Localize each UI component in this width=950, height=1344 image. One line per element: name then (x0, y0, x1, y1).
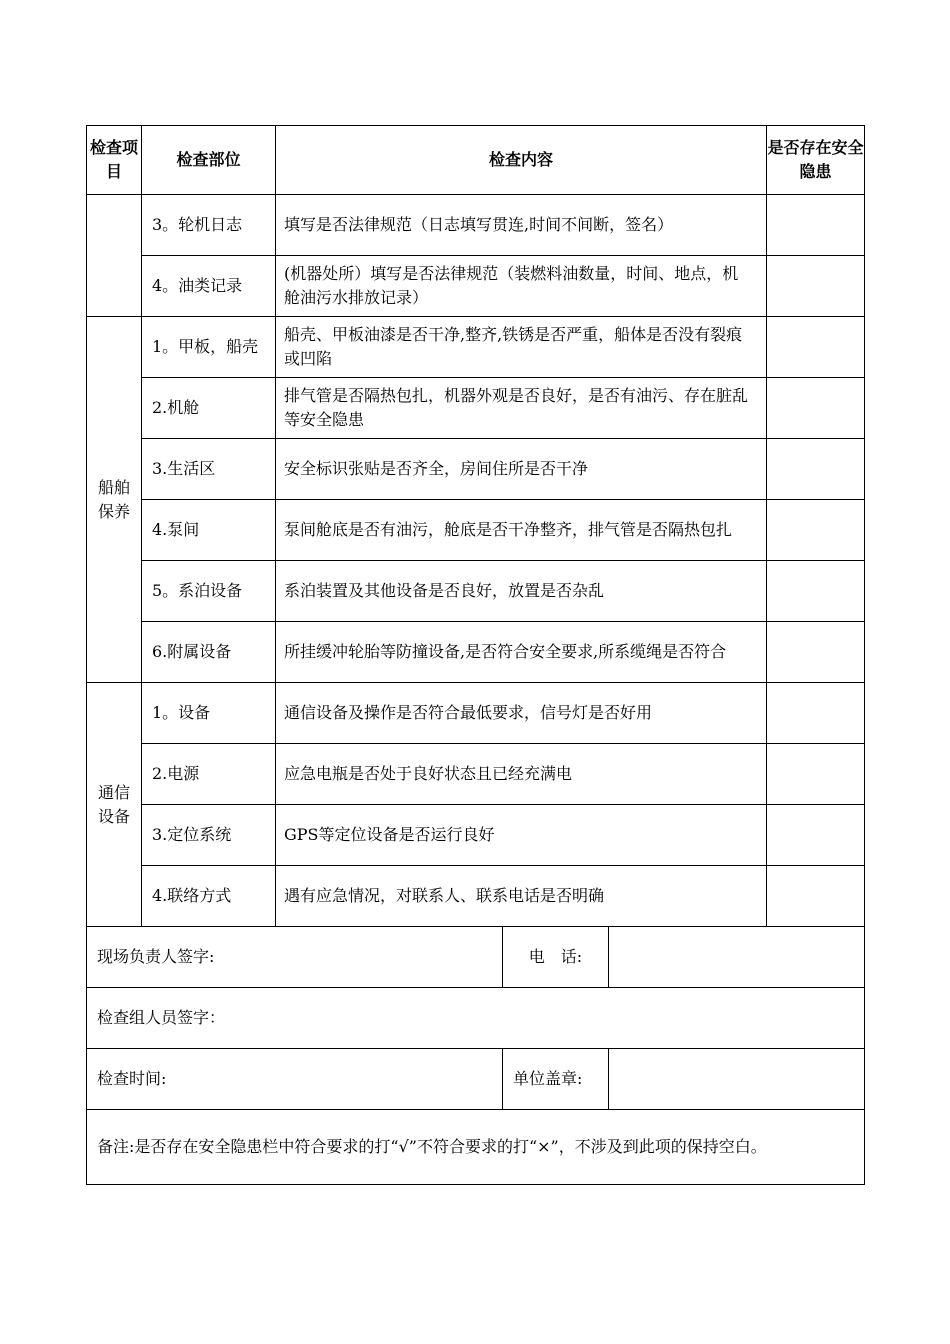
hazard-cell[interactable] (767, 195, 865, 256)
part-cell: 4。油类记录 (142, 256, 276, 317)
part-cell: 1。甲板，船壳 (142, 317, 276, 378)
content-cell: 泵间舱底是否有油污，舱底是否干净整齐，排气管是否隔热包扎 (276, 500, 767, 561)
part-cell: 3.生活区 (142, 439, 276, 500)
table-row (87, 561, 865, 622)
item-cell-communication: 通信设备 (87, 683, 142, 927)
seal-field[interactable] (609, 1049, 865, 1110)
table-row (87, 256, 865, 317)
part-cell: 4.联络方式 (142, 866, 276, 927)
part-cell: 4.泵间 (142, 500, 276, 561)
content-cell: 填写是否法律规范（日志填写贯连,时间不间断，签名） (276, 195, 767, 256)
signer-row (87, 927, 865, 988)
item-cell-maintenance: 船舶保养 (87, 317, 142, 683)
signer-label: 现场负责人签字: (87, 927, 503, 988)
content-cell: GPS等定位设备是否运行良好 (276, 805, 767, 866)
content-cell: (机器处所）填写是否法律规范（装燃料油数量，时间、地点，机舱油污水排放记录） (276, 256, 767, 317)
item-cell-empty (87, 195, 142, 317)
part-cell: 3.定位系统 (142, 805, 276, 866)
content-cell: 所挂缓冲轮胎等防撞设备,是否符合安全要求,所系缆绳是否符合 (276, 622, 767, 683)
table-row (87, 744, 865, 805)
table-row (87, 195, 865, 256)
team-signature-label: 检查组人员签字： (87, 988, 865, 1049)
content-cell: 船壳、甲板油漆是否干净,整齐,铁锈是否严重，船体是否没有裂痕或凹陷 (276, 317, 767, 378)
hazard-cell[interactable] (767, 439, 865, 500)
part-cell: 2.电源 (142, 744, 276, 805)
content-cell: 排气管是否隔热包扎，机器外观是否良好，是否有油污、存在脏乱等安全隐患 (276, 378, 767, 439)
hazard-cell[interactable] (767, 500, 865, 561)
hazard-cell[interactable] (767, 622, 865, 683)
hazard-cell[interactable] (767, 866, 865, 927)
time-label: 检查时间: (87, 1049, 503, 1110)
phone-label: 电 话: (503, 927, 609, 988)
time-row (87, 1049, 865, 1110)
part-cell: 5。系泊设备 (142, 561, 276, 622)
header-hazard: 是否存在安全隐患 (767, 126, 865, 195)
part-cell: 6.附属设备 (142, 622, 276, 683)
table-row (87, 622, 865, 683)
hazard-cell[interactable] (767, 805, 865, 866)
header-item: 检查项目 (87, 126, 142, 195)
header-part: 检查部位 (142, 126, 276, 195)
hazard-cell[interactable] (767, 683, 865, 744)
hazard-cell[interactable] (767, 561, 865, 622)
note-text: 备注:是否存在安全隐患栏中符合要求的打“√”不符合要求的打“×”，不涉及到此项的保持空白。 (87, 1110, 865, 1185)
content-cell: 系泊装置及其他设备是否良好，放置是否杂乱 (276, 561, 767, 622)
header-row (87, 126, 865, 195)
content-cell: 应急电瓶是否处于良好状态且已经充满电 (276, 744, 767, 805)
table-row (87, 683, 865, 744)
content-cell: 遇有应急情况，对联系人、联系电话是否明确 (276, 866, 767, 927)
table-row (87, 866, 865, 927)
table-row (87, 500, 865, 561)
part-cell: 2.机舱 (142, 378, 276, 439)
part-cell: 3。轮机日志 (142, 195, 276, 256)
phone-field[interactable] (609, 927, 865, 988)
table-row (87, 317, 865, 378)
hazard-cell[interactable] (767, 256, 865, 317)
hazard-cell[interactable] (767, 317, 865, 378)
table-row (87, 439, 865, 500)
header-content: 检查内容 (276, 126, 767, 195)
hazard-cell[interactable] (767, 744, 865, 805)
content-cell: 安全标识张贴是否齐全，房间住所是否干净 (276, 439, 767, 500)
table-row (87, 378, 865, 439)
note-row (87, 1110, 865, 1185)
content-cell: 通信设备及操作是否符合最低要求，信号灯是否好用 (276, 683, 767, 744)
inspection-form (86, 125, 864, 1185)
hazard-cell[interactable] (767, 378, 865, 439)
seal-label: 单位盖章: (503, 1049, 609, 1110)
inspection-table (86, 125, 865, 927)
signature-table (86, 926, 865, 1185)
table-row (87, 805, 865, 866)
part-cell: 1。设备 (142, 683, 276, 744)
team-row (87, 988, 865, 1049)
